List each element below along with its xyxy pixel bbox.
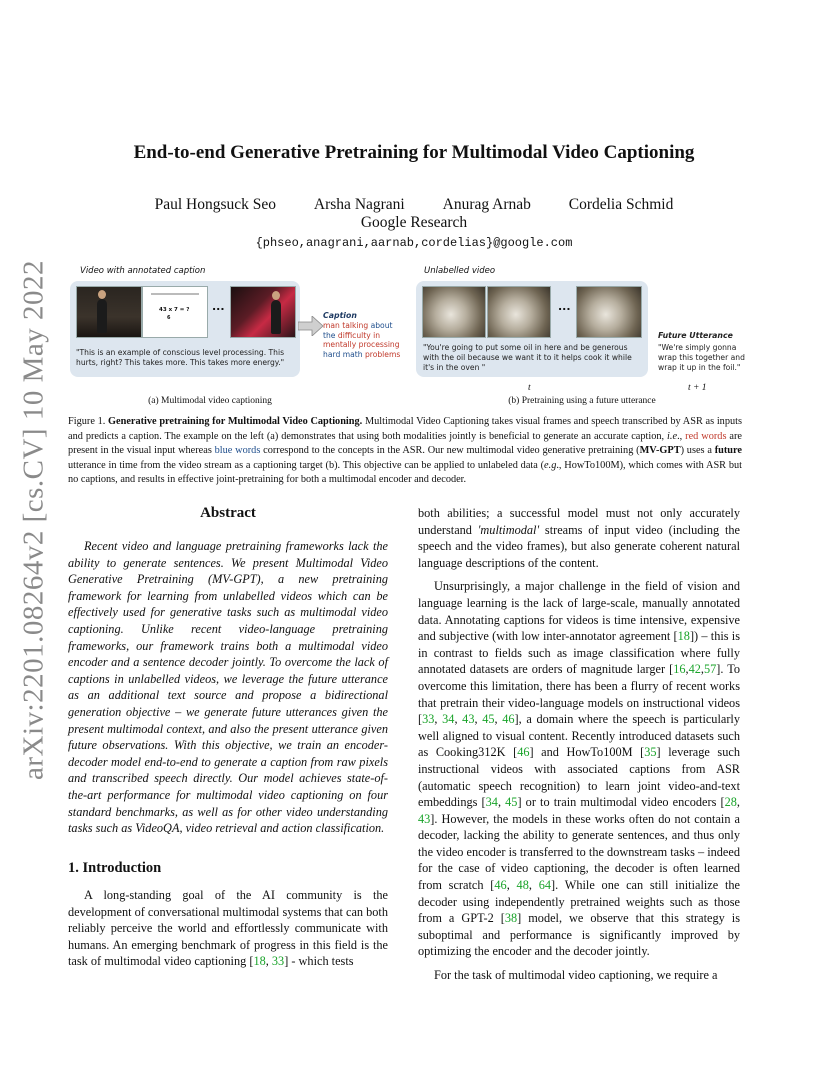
figure-right-label: Unlabelled video: [424, 266, 496, 276]
citation-link[interactable]: 34: [442, 712, 455, 727]
video-frame-cooking: [487, 286, 551, 338]
video-frame-slide: [142, 286, 208, 338]
right-subcaption: (b) Pretraining using a future utterance: [508, 396, 656, 406]
future-utterance-text: "We're simply gonna wrap this together and wrap it up in the foil.": [658, 343, 745, 372]
video-frame-lecture: [76, 286, 142, 338]
citation-link[interactable]: 33: [422, 712, 435, 727]
abstract-text: Recent video and language pretraining frameworks lack the ability to generate sentences. We present Multimodal Video Generative Pretraining (MV-GPT), a new pretraining framework for learning from unlabelled videos which can be effectively used for generative tasks such as multimodal video captioning. Unlike recent video-language pretraining frameworks, our framework trains both a multimodal video encoder and a sentence decoder jointly. To overcome the lack of captions in unlabelled videos, we leverage the future utterance as an additional text source and propose a bidirectional generation objective – we generate future utterances given the present multimodal context, and also the present utterance given future observations. With this objective, we train an encoder-decoder model end-to-end to generate a caption from raw pixels and transcribed speech directly. Our model achieves state-of-the-art performance for multimodal video captioning on four standard benchmarks, as well as for other video understanding tasks such as VideoQA, video retrieval and action classification.: [68, 539, 388, 836]
citation-link[interactable]: 18: [253, 954, 266, 969]
paragraph-text: Unsurprisingly, a major challenge in the field of vision and language learning is the lack of large-scale, manually annotated data. Annotating captions for videos is time intensive, expensive and subjective (with low inter-annotator agreement [: [418, 579, 740, 644]
citation-link[interactable]: 46: [517, 745, 530, 760]
arxiv-stamp: arXiv:2201.08264v2 [cs.CV] 10 May 2022: [17, 259, 50, 781]
left-asr-quote: "This is an example of conscious level processing. This hurts, right? This takes more. This takes more energy.": [76, 348, 285, 367]
ellipsis: ...: [558, 300, 571, 313]
abstract-heading: Abstract: [200, 505, 256, 521]
caption-text: MV-GPT: [639, 445, 681, 457]
caption-red-phrase: difficulty in mentally processing: [323, 330, 400, 350]
citation-link[interactable]: 28: [724, 795, 737, 810]
future-utterance-title: Future Utterance: [658, 331, 733, 340]
video-frame-cooking: [576, 286, 642, 338]
figure-left-label: Video with annotated caption: [80, 266, 206, 276]
paragraph-text: ] model, we observe that this strategy is suboptimal and performance is significantly improved by optimizing the encoder and the decoder jointly.: [418, 911, 740, 959]
citation-link[interactable]: 33: [271, 954, 285, 969]
author-name: Anurag Arnab: [442, 196, 531, 213]
paper-title: End-to-end Generative Pretraining for Multimodal Video Captioning: [133, 142, 695, 163]
citation-link[interactable]: 45: [482, 712, 495, 727]
citation-link[interactable]: 16: [673, 662, 686, 677]
ellipsis: ...: [212, 300, 225, 313]
caption-text: .,: [677, 430, 686, 442]
caption-title: Caption: [323, 311, 357, 320]
caption-text: future: [714, 445, 742, 457]
citation-link[interactable]: 34: [485, 795, 498, 810]
video-frame-cooking: [422, 286, 486, 338]
speaker-figure: [97, 299, 107, 333]
paragraph-text: ]. However, the models in these works often do not contain a decoder, lacking the ability to generate sentences, and thus only the video encoder is transferred to the downstream tasks – indeed for the case of video captioning, the decoder is often learned from scratch [: [418, 811, 740, 893]
time-t1-label: t + 1: [688, 383, 707, 393]
citation-link[interactable]: 43: [418, 811, 431, 826]
slide-equation: 43 x 7 = ?: [159, 307, 190, 313]
paragraph-text: A long-standing goal of the AI community is the development of conversational multimodal systems that can both reliably perceive the world and effortlessly communicate with humans. An emerging benchmark of progress in this field is the task of multimodal video captioning [: [68, 888, 388, 969]
caption-blue-words: blue words: [214, 445, 261, 457]
intro-paragraph: [68, 887, 388, 970]
citation-link[interactable]: 38: [504, 911, 518, 926]
paragraph-text: 'multimodal': [477, 522, 540, 537]
citation-link[interactable]: 64: [538, 878, 551, 893]
paragraph-text: ] - which tests: [284, 954, 354, 969]
right-asr-quote: "You're going to put some oil in here and be generous with the oil because we want it to it helps cook it while it's in the oven ": [423, 343, 632, 372]
caption-red-phrase: man talking: [323, 321, 369, 330]
paragraph-text: streams of input video (including the speech and the video frames), but also generate coherent natural language descriptions of the content.: [418, 522, 741, 570]
slide-subscript: 6: [167, 315, 171, 321]
caption-text: correspond to the concepts in the ASR. Our new multimodal video generative pretraining (: [260, 445, 640, 457]
citation-link[interactable]: 43: [462, 712, 475, 727]
paragraph-text: both abilities; a successful model must not only accurately understand: [418, 506, 740, 537]
right-column: [418, 505, 740, 991]
caption-text: utterance in time from the video stream as a captioning target (b). This objective can be applied to unlabeled data (: [68, 459, 545, 471]
citation-link[interactable]: 48: [516, 878, 529, 893]
citation-link[interactable]: 46: [502, 712, 515, 727]
paragraph: [418, 505, 740, 571]
caption-text: ) uses a: [680, 445, 715, 457]
paragraph-text: ,: [265, 954, 272, 969]
author-name: Arsha Nagrani: [313, 196, 405, 213]
caption-blue-phrase: hard math: [323, 350, 363, 360]
caption-red-words: red words: [685, 430, 727, 442]
citation-link[interactable]: 35: [644, 745, 657, 760]
figure-caption: [68, 415, 742, 488]
paragraph: For the task of multimodal video captioning, we require a: [434, 968, 718, 983]
author-list: [0, 196, 828, 214]
paragraph: Unsurprisingly, a major challenge in the field of vision and language learning is the lack of large-scale, manually annotated data. Annotating captions for videos is time intensive, expensive and subjective (with low inter-annotator agreement [18]) – this is in contrast to fields such as image classification where fully annotated datasets are orders of magnitude larger [16,42,57]. To overcome this limitation, there has been a flurry of recent works that pretrain their video-language models on instructional videos [33, 34, 43, 45, 46], a domain where the speech is particularly well aligned to visual content. Recently introduced datasets such as Cooking312K [46] and HowTo100M [35] leverage such instructional videos with associated captions from ASR (automatic speech recognition) to learn joint video-and-text embeddings [34, 45] or to train multimodal video encoders [28, 43]. However, the models in these works often do not contain a decoder, lacking the ability to generate sentences, and thus only the video encoder is transferred to the downstream tasks – indeed for the case of video captioning, the decoder is often learned from scratch [46, 48, 64]. While one can still initialize the decoder using independently pretrained weights such as those from a GPT-2 [38] model, we observe that this strategy is suboptimal and performance is significantly improved by optimizing the encoder and the decoder jointly.: [418, 579, 741, 959]
paragraph-text: ] or to train multimodal video encoders [: [517, 795, 725, 810]
affiliation: Google Research: [360, 214, 468, 231]
author-emails: {phseo,anagrani,aarnab,cordelias}@google.com: [255, 236, 573, 250]
caption-text: i.e: [667, 430, 678, 442]
arrow-right-icon: [298, 316, 324, 336]
caption-text: [323, 321, 403, 360]
paragraph-text: ]) – this is in contrast to fields such as image classification where fully annotated datasets are orders of magnitude larger [: [418, 629, 740, 677]
video-frame-stage: [230, 286, 296, 338]
author-name: Paul Hongsuck Seo: [154, 196, 277, 213]
paragraph-text: ] leverage such instructional videos with associated captions from ASR (automatic speech recognition) to learn joint video-and-text embeddings [: [418, 745, 740, 810]
citation-link[interactable]: 46: [494, 878, 507, 893]
caption-text: e.g: [544, 459, 557, 471]
slide-heading-line: [151, 293, 199, 295]
paragraph-text: ], a domain where the speech is particularly well aligned to visual content. Recently introduced datasets such as Cooking312K [: [418, 712, 740, 760]
speaker-figure: [271, 300, 281, 334]
paragraph-text: ]. To overcome this limitation, there has been a flurry of recent works that pretrain their video-language models on instructional videos [: [418, 662, 741, 727]
caption-red-phrase: problems: [362, 350, 401, 360]
left-subcaption: (a) Multimodal video captioning: [148, 396, 272, 406]
figure-number: Figure 1.: [68, 416, 106, 427]
caption-text: Multimodal Video Captioning takes visual frames and speech transcribed by ASR as inputs and predicts a caption. The example on the left (a) demonstrates that using both modalities jointly is beneficial to generate an accurate caption,: [68, 416, 742, 442]
author-name: Cordelia Schmid: [568, 196, 674, 213]
citation-link[interactable]: 45: [505, 795, 518, 810]
caption-blue-phrase: about the: [323, 321, 393, 340]
figure-caption-title: Generative pretraining for Multimodal Video Captioning.: [108, 416, 363, 427]
citation-link[interactable]: 18: [677, 629, 690, 644]
time-t-label: t: [528, 383, 531, 393]
citation-link[interactable]: 42: [688, 662, 701, 677]
caption-text: are present in the visual input whereas: [68, 430, 742, 457]
paragraph-text: ] and HowTo100M [: [529, 745, 645, 760]
caption-text: ., HowTo100M), which comes with ASR but no captions, and results in effective joint-pretraining for both a multimodal encoder and decoder.: [68, 459, 742, 486]
paragraph-text: ]. While one can still initialize the decoder using independently pretrained weights such as those from a GPT-2 [: [418, 878, 740, 926]
citation-link[interactable]: 57: [703, 662, 717, 677]
section-heading: 1. Introduction: [68, 860, 162, 876]
